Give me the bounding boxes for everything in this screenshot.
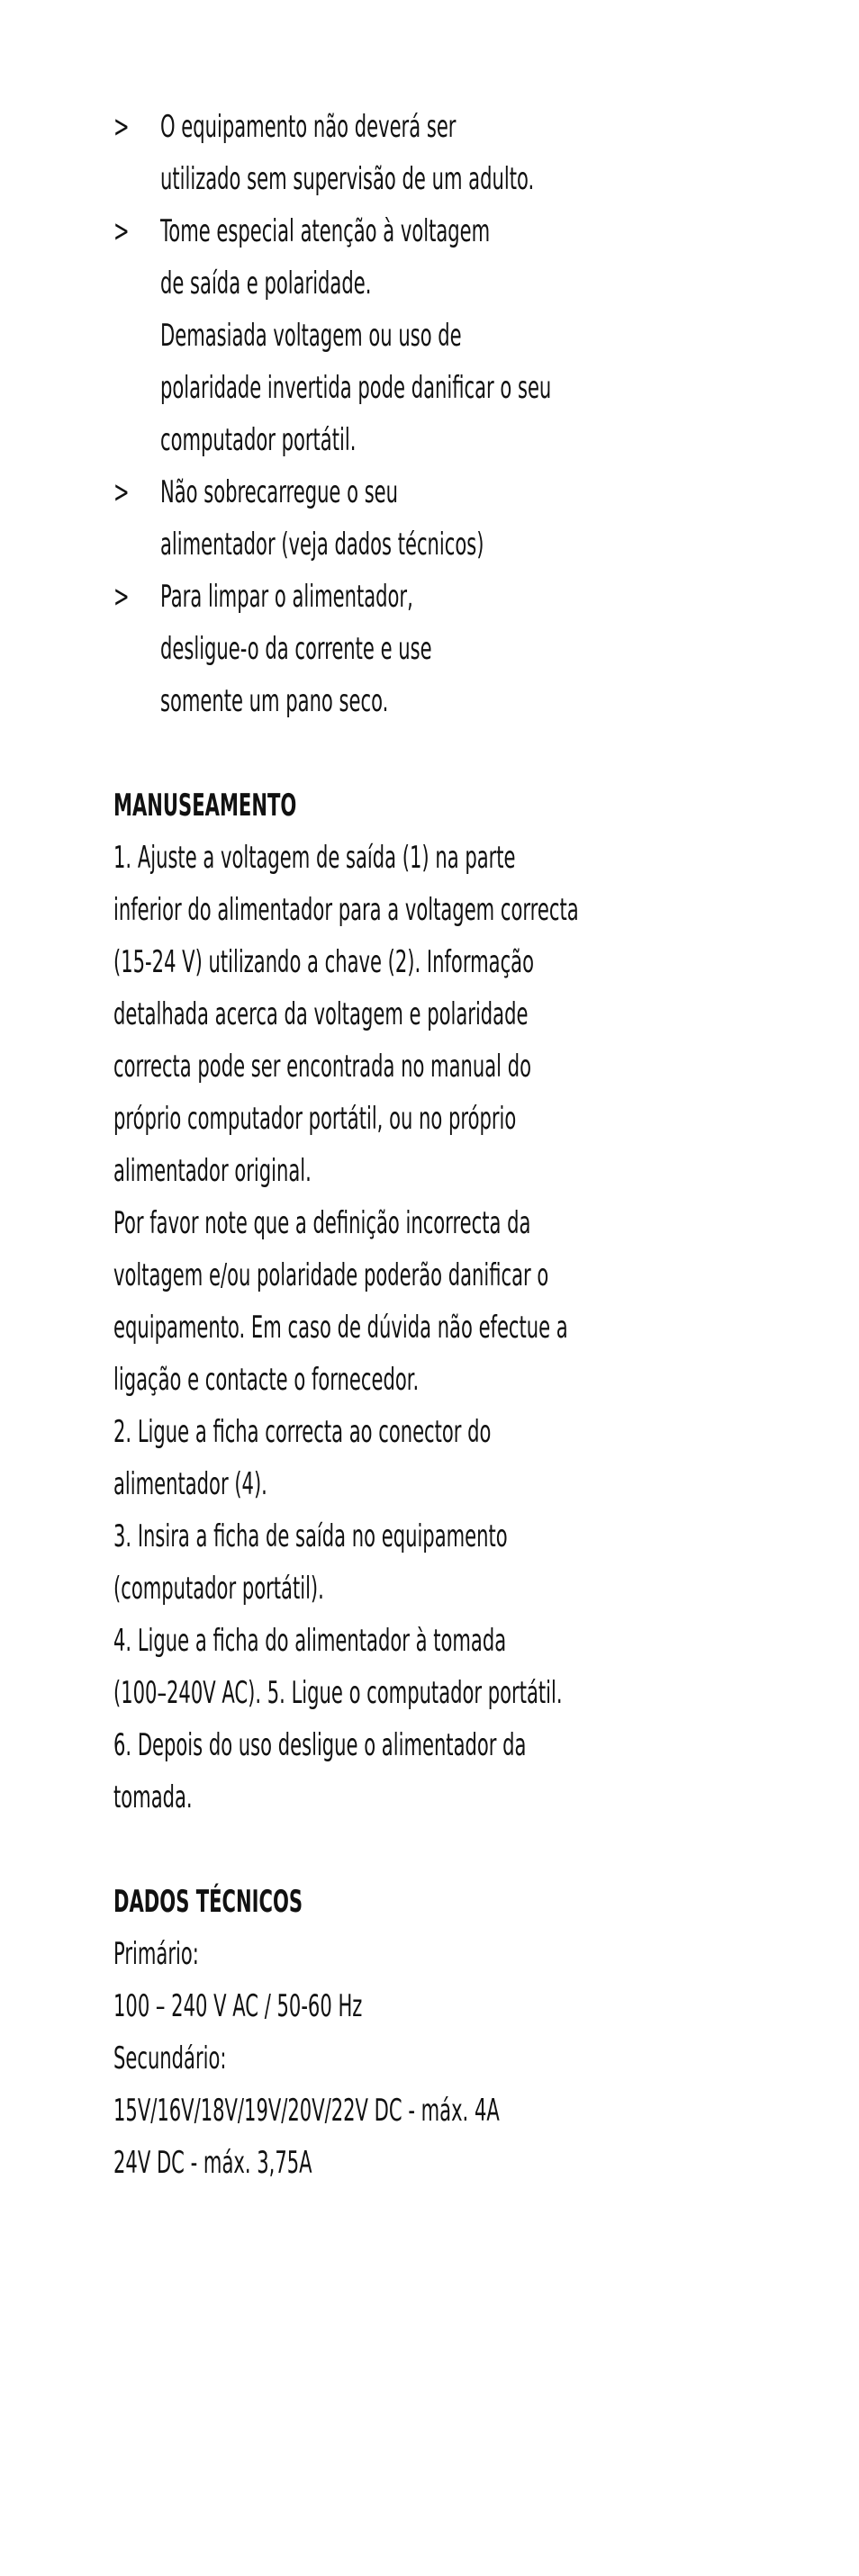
manuseamento-line: 4. Ligue a ficha do alimentador à tomada — [113, 1623, 507, 1659]
dados-tecnicos-heading: DADOS TÉCNICOS — [113, 1884, 303, 1920]
warning-line: utilizado sem supervisão de um adulto. — [160, 161, 535, 197]
warning-line: computador portátil. — [160, 422, 357, 458]
bullet-marker: > — [113, 579, 130, 615]
warning-line: Demasiada voltagem ou uso de — [160, 318, 462, 354]
manuseamento-section — [113, 779, 762, 1824]
spec-line-primary-label: Primário: — [113, 1936, 199, 1972]
manuseamento-line: 1. Ajuste a voltagem de saída (1) na parte — [113, 840, 516, 876]
warning-line: alimentador (veja dados técnicos) — [160, 527, 484, 563]
bullet-marker: > — [113, 213, 130, 249]
manuseamento-line: Por favor note que a definição incorrecta da — [113, 1205, 531, 1241]
bullet-marker: > — [113, 109, 130, 145]
warning-text — [160, 466, 683, 571]
manuseamento-line: inferior do alimentador para a voltagem correcta — [113, 892, 579, 928]
warning-text — [160, 205, 791, 466]
warning-item-overload — [113, 466, 762, 571]
manuseamento-line: detalhada acerca da voltagem e polaridade — [113, 996, 529, 1032]
manuseamento-line: equipamento. Em caso de dúvida não efectue a — [113, 1310, 568, 1346]
warning-item-voltage — [113, 205, 762, 466]
warning-line: O equipamento não deverá ser — [160, 109, 457, 145]
warning-line: Para limpar o alimentador, — [160, 579, 413, 615]
spec-line-secondary-label: Secundário: — [113, 2040, 227, 2076]
warnings-list — [113, 101, 762, 727]
spec-line-secondary-value-24v: 24V DC - máx. 3,75A — [113, 2145, 312, 2181]
bullet-marker: > — [113, 474, 130, 510]
manuseamento-line: próprio computador portátil, ou no próprio — [113, 1101, 517, 1137]
warning-line: de saída e polaridade. — [160, 266, 372, 302]
manuseamento-line: (computador portátil). — [113, 1571, 324, 1607]
manuseamento-line: alimentador original. — [113, 1153, 312, 1189]
dados-tecnicos-section — [113, 1876, 762, 2189]
warning-text — [160, 101, 764, 205]
warning-item-supervision — [113, 101, 762, 205]
spec-line-primary-value: 100 – 240 V AC / 50-60 Hz — [113, 1988, 363, 2024]
warning-line: Não sobrecarregue o seu — [160, 474, 399, 510]
manuseamento-heading: MANUSEAMENTO — [113, 788, 297, 824]
manuseamento-line: correcta pode ser encontrada no manual do — [113, 1049, 531, 1085]
manuseamento-line: 2. Ligue a ficha correcta ao conector do — [113, 1414, 492, 1450]
warning-line: polaridade invertida pode danificar o seu — [160, 370, 552, 406]
manuseamento-line: 6. Depois do uso desligue o alimentador da — [113, 1727, 527, 1763]
manuseamento-line: alimentador (4). — [113, 1466, 267, 1502]
warning-item-cleaning — [113, 571, 762, 727]
warning-line: Tome especial atenção à voltagem — [160, 213, 491, 249]
warning-line: desligue-o da corrente e use — [160, 631, 432, 667]
warning-text — [160, 571, 598, 727]
manuseamento-line: (15-24 V) utilizando a chave (2). Informação — [113, 944, 534, 980]
manuseamento-line: voltagem e/ou polaridade poderão danificar o — [113, 1257, 549, 1293]
spec-line-secondary-value: 15V/16V/18V/19V/20V/22V DC - máx. 4A — [113, 2093, 500, 2129]
manuseamento-line: 3. Insira a ficha de saída no equipamento — [113, 1518, 508, 1554]
manuseamento-line: ligação e contacte o fornecedor. — [113, 1362, 420, 1398]
manuseamento-line: tomada. — [113, 1779, 193, 1815]
manuseamento-line: (100–240V AC). 5. Ligue o computador portátil. — [113, 1675, 563, 1711]
warning-line: somente um pano seco. — [160, 683, 389, 719]
document-page — [113, 101, 762, 2189]
